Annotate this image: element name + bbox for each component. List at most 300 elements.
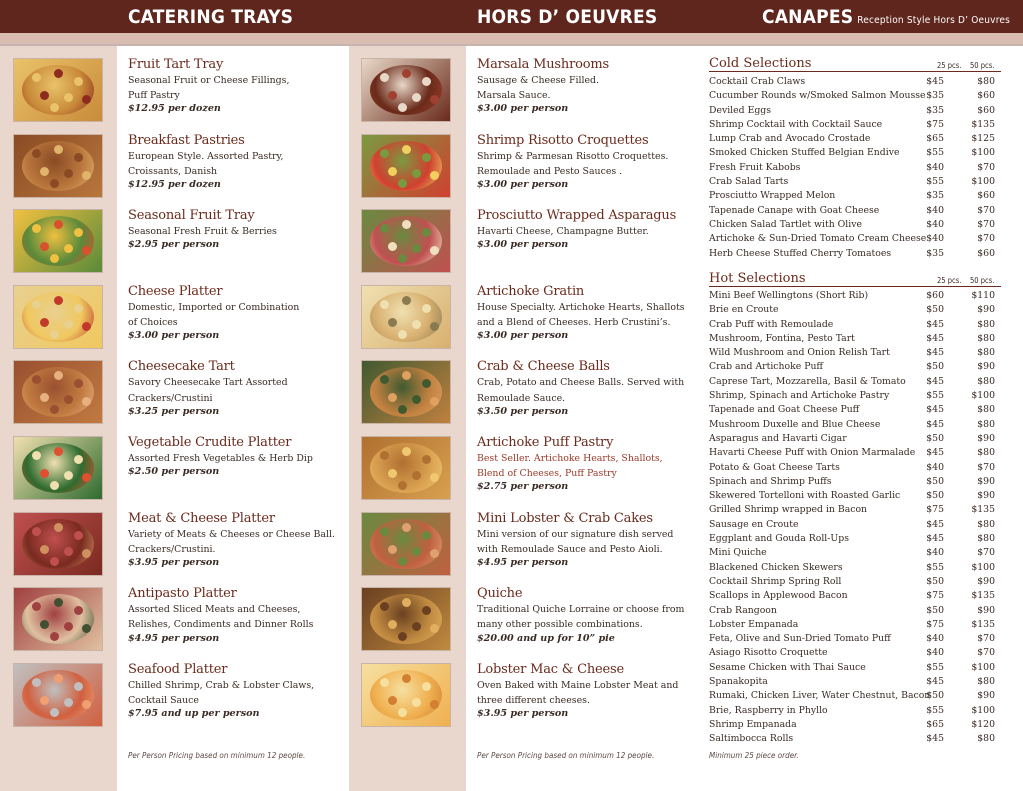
cold-col-50: 50 pcs.: [970, 61, 995, 70]
hot-selection-row: [709, 575, 995, 589]
food-garnish: [402, 69, 411, 78]
price-25-pcs: $55: [926, 704, 944, 716]
price-25-pcs: $40: [926, 547, 944, 559]
catering-item-5-photo: [13, 436, 103, 500]
menu-item-description: Remoulade Sauce.: [477, 392, 566, 404]
price-25-pcs: $50: [926, 361, 944, 373]
hot-selection-row: [709, 475, 995, 489]
price-50-pcs: $80: [977, 404, 995, 416]
price-25-pcs: $45: [926, 733, 944, 745]
price-25-pcs: $40: [926, 633, 944, 645]
food-garnish: [82, 397, 91, 406]
menu-item-name: Cheese Platter: [128, 283, 223, 299]
menu-item-description: Assorted Sliced Meats and Cheeses,: [128, 604, 301, 616]
food-garnish: [40, 318, 49, 327]
menu-item-description: Puff Pastry: [128, 90, 180, 102]
food-garnish: [54, 296, 63, 305]
price-25-pcs: $45: [926, 676, 944, 688]
food-garnish: [54, 523, 63, 532]
menu-item-description: Chilled Shrimp, Crab & Lobster Claws,: [128, 679, 315, 691]
food-garnish: [402, 447, 411, 456]
menu-item-price: $2.75 per person: [477, 481, 569, 493]
hot-selection-row: [709, 303, 995, 317]
menu-item-description: and a Blend of Cheeses. Herb Crustini’s.: [477, 317, 671, 328]
price-50-pcs: $80: [977, 518, 995, 530]
price-50-pcs: $100: [971, 176, 995, 188]
hot-selection-row: [709, 561, 995, 575]
price-50-pcs: $80: [977, 332, 995, 344]
price-25-pcs: $45: [926, 347, 944, 359]
selection-name: Brie en Croute: [709, 304, 779, 316]
menu-item-description: Crackers/Crustini.: [128, 543, 216, 555]
selection-name: Fresh Fruit Kabobs: [709, 161, 801, 173]
food-garnish: [380, 149, 389, 158]
price-25-pcs: $50: [926, 432, 944, 444]
menu-item-name: Mini Lobster & Crab Cakes: [477, 510, 653, 526]
food-garnish: [82, 473, 91, 482]
hot-selection-row: [709, 689, 995, 703]
price-25-pcs: $50: [926, 490, 944, 502]
price-25-pcs: $35: [926, 190, 944, 202]
menu-item-description: Seasonal Fresh Fruit & Berries: [128, 226, 277, 238]
selection-name: Lump Crab and Avocado Crostade: [709, 133, 871, 145]
cold-selection-row: [709, 75, 995, 89]
price-50-pcs: $90: [977, 304, 995, 316]
food-garnish: [50, 557, 59, 566]
hot-selection-row: [709, 618, 995, 632]
food-garnish: [402, 523, 411, 532]
food-garnish: [74, 304, 83, 313]
menu-item-description: Domestic, Imported or Combination: [128, 301, 300, 313]
cold-selection-row: [709, 189, 995, 203]
food-garnish: [64, 93, 73, 102]
menu-item-description: Traditional Quiche Lorraine or choose from: [477, 604, 685, 616]
selection-name: Mini Quiche: [709, 547, 767, 559]
hot-selection-row: [709, 346, 995, 360]
selection-name: Eggplant and Gouda Roll-Ups: [709, 533, 849, 545]
selection-name: Brie, Raspberry in Phyllo: [709, 704, 828, 716]
food-garnish: [412, 93, 421, 102]
selection-name: Blackened Chicken Skewers: [709, 561, 843, 573]
menu-item-description: House Specialty. Artichoke Hearts, Shallots: [477, 301, 685, 313]
menu-item-description: Sausage & Cheese Filled.: [477, 75, 599, 86]
cold-selection-row: [709, 132, 995, 146]
price-25-pcs: $50: [926, 475, 944, 487]
price-50-pcs: $80: [977, 418, 995, 430]
menu-item-price: $4.95 per person: [477, 557, 569, 568]
menu-item-price: $3.00 per person: [128, 330, 220, 342]
hors-item-1-photo: [361, 134, 451, 198]
price-50-pcs: $80: [977, 318, 995, 330]
hors-footnote: Per Person Pricing based on minimum 12 people.: [477, 751, 655, 760]
selection-name: Smoked Chicken Stuffed Belgian Endive: [709, 147, 900, 159]
food-garnish: [380, 73, 389, 82]
menu-item-name: Seafood Platter: [128, 661, 228, 677]
selection-name: Saltimbocca Rolls: [709, 733, 794, 745]
menu-item-name: Prosciutto Wrapped Asparagus: [477, 208, 677, 224]
selection-name: Cucumber Rounds w/Smoked Salmon Mousse: [709, 90, 926, 102]
food-garnish: [82, 322, 91, 331]
food-garnish: [430, 473, 439, 482]
hot-selection-row: [709, 318, 995, 332]
hot-selections-title: Hot Selections: [709, 271, 806, 286]
cold-rule: [709, 71, 1001, 72]
hot-selection-row: [709, 646, 995, 660]
food-garnish: [74, 77, 83, 86]
hot-selection-row: [709, 403, 995, 417]
food-garnish: [422, 531, 431, 540]
price-25-pcs: $45: [926, 533, 944, 545]
catering-item-0-photo: [13, 58, 103, 122]
selection-name: Feta, Olive and Sun-Dried Tomato Puff: [709, 633, 891, 645]
price-25-pcs: $45: [926, 332, 944, 344]
menu-item-description: Crackers/Crustini: [128, 392, 213, 404]
menu-item-price: $7.95 and up per person: [128, 708, 260, 720]
price-50-pcs: $135: [971, 504, 995, 516]
price-50-pcs: $80: [977, 676, 995, 688]
food-garnish: [40, 545, 49, 554]
price-25-pcs: $40: [926, 233, 944, 245]
cold-selections-list: [709, 75, 995, 261]
selection-name: Rumaki, Chicken Liver, Water Chestnut, Bacon: [709, 690, 931, 702]
cold-selection-row: [709, 204, 995, 218]
food-garnish: [412, 547, 421, 556]
menu-item-description: with Remoulade Sauce and Pesto Aioli.: [477, 543, 663, 555]
price-25-pcs: $45: [926, 318, 944, 330]
food-garnish: [422, 455, 431, 464]
price-50-pcs: $100: [971, 704, 995, 716]
menu-item-description: Mini version of our signature dish served: [477, 528, 674, 540]
menu-item-name: Lobster Mac & Cheese: [477, 661, 624, 677]
price-50-pcs: $90: [977, 475, 995, 487]
hot-selection-row: [709, 589, 995, 603]
price-50-pcs: $70: [977, 461, 995, 473]
selection-name: Grilled Shrimp wrapped in Bacon: [709, 504, 868, 516]
selection-name: Lobster Empanada: [709, 618, 799, 630]
selection-name: Mushroom Duxelle and Blue Cheese: [709, 418, 881, 430]
cold-selection-row: [709, 161, 995, 175]
price-50-pcs: $100: [971, 147, 995, 159]
catering-item-1-photo: [13, 134, 103, 198]
food-garnish: [64, 320, 73, 329]
food-garnish: [402, 145, 411, 154]
price-50-pcs: $80: [977, 375, 995, 387]
food-garnish: [82, 246, 91, 255]
price-25-pcs: $65: [926, 718, 944, 730]
food-garnish: [50, 481, 59, 490]
food-garnish: [412, 169, 421, 178]
price-25-pcs: $40: [926, 161, 944, 173]
food-garnish: [398, 330, 407, 339]
menu-item-description: Havarti Cheese, Champagne Butter.: [477, 226, 649, 238]
cold-selections-title: Cold Selections: [709, 56, 812, 71]
hors-item-2-photo: [361, 209, 451, 273]
hot-selection-row: [709, 718, 995, 732]
selection-name: Crab Rangoon: [709, 604, 777, 616]
hot-selection-row: [709, 675, 995, 689]
selection-name: Tapenade and Goat Cheese Puff: [709, 404, 860, 416]
hot-selection-row: [709, 732, 995, 746]
price-25-pcs: $35: [926, 247, 944, 259]
food-garnish: [54, 447, 63, 456]
cold-selection-row: [709, 175, 995, 189]
hot-selection-row: [709, 332, 995, 346]
food-garnish: [398, 557, 407, 566]
price-25-pcs: $50: [926, 575, 944, 587]
hors-doeuvres-heading: HORS D’ OEUVRES: [477, 6, 658, 28]
menu-item-price: $12.95 per dozen: [128, 179, 221, 190]
hors-item-6-photo: [361, 512, 451, 576]
food-garnish: [40, 696, 49, 705]
food-garnish: [398, 179, 407, 188]
menu-item-price: $3.00 per person: [477, 103, 569, 115]
selection-name: Tapenade Canape with Goat Cheese: [709, 204, 880, 216]
price-50-pcs: $125: [971, 133, 995, 145]
price-50-pcs: $90: [977, 604, 995, 616]
price-50-pcs: $70: [977, 161, 995, 173]
hot-selection-row: [709, 446, 995, 460]
food-garnish: [380, 451, 389, 460]
food-garnish: [412, 471, 421, 480]
food-garnish: [380, 678, 389, 687]
price-25-pcs: $45: [926, 518, 944, 530]
selection-name: Spinach and Shrimp Puffs: [709, 475, 832, 487]
menu-item-name: Shrimp Risotto Croquettes: [477, 132, 649, 148]
selection-name: Spanakopita: [709, 676, 768, 688]
food-garnish: [54, 674, 63, 683]
price-50-pcs: $70: [977, 633, 995, 645]
hors-item-3-photo: [361, 285, 451, 349]
hot-selection-row: [709, 461, 995, 475]
catering-trays-heading: CATERING TRAYS: [128, 6, 294, 28]
hot-rule: [709, 286, 1001, 287]
header-strip: [0, 33, 1023, 44]
hors-item-7-photo: [361, 587, 451, 651]
price-25-pcs: $55: [926, 561, 944, 573]
food-garnish: [430, 322, 439, 331]
price-25-pcs: $75: [926, 618, 944, 630]
food-garnish: [412, 698, 421, 707]
price-50-pcs: $60: [977, 190, 995, 202]
food-garnish: [32, 451, 41, 460]
menu-item-price: $3.50 per person: [477, 405, 569, 417]
food-garnish: [380, 527, 389, 536]
menu-item-name: Seasonal Fruit Tray: [128, 208, 255, 224]
food-garnish: [430, 246, 439, 255]
hot-selection-row: [709, 532, 995, 546]
selection-name: Asiago Risotto Croquette: [709, 647, 828, 659]
price-25-pcs: $45: [926, 447, 944, 459]
header-divider: [0, 44, 1023, 46]
selection-name: Prosciutto Wrapped Melon: [709, 190, 836, 202]
menu-item-description: Relishes, Condiments and Dinner Rolls: [128, 619, 314, 631]
price-25-pcs: $55: [926, 176, 944, 188]
price-25-pcs: $75: [926, 118, 944, 130]
food-garnish: [388, 318, 397, 327]
menu-item-description: European Style. Assorted Pastry,: [128, 150, 284, 162]
cold-selection-row: [709, 232, 995, 246]
menu-item-description: Remoulade and Pesto Sauces .: [477, 165, 623, 177]
selection-name: Crab Puff with Remoulade: [709, 318, 834, 330]
food-garnish: [50, 179, 59, 188]
price-25-pcs: $50: [926, 604, 944, 616]
food-garnish: [422, 304, 431, 313]
price-50-pcs: $80: [977, 733, 995, 745]
hot-col-50: 50 pcs.: [970, 276, 995, 285]
menu-item-price: $3.00 per person: [477, 179, 569, 190]
menu-item-description: of Choices: [128, 317, 178, 328]
price-50-pcs: $80: [977, 533, 995, 545]
food-garnish: [82, 95, 91, 104]
food-garnish: [430, 95, 439, 104]
menu-item-name: Cheesecake Tart: [128, 359, 235, 375]
food-garnish: [32, 527, 41, 536]
price-50-pcs: $60: [977, 104, 995, 116]
menu-item-price: $3.95 per person: [477, 708, 569, 720]
price-50-pcs: $90: [977, 361, 995, 373]
menu-item-description: Crab, Potato and Cheese Balls. Served with: [477, 377, 685, 389]
menu-item-price: $3.00 per person: [477, 330, 569, 342]
price-25-pcs: $45: [926, 418, 944, 430]
hot-selection-row: [709, 704, 995, 718]
price-25-pcs: $40: [926, 461, 944, 473]
selection-name: Skewered Tortelloni with Roasted Garlic: [709, 490, 901, 502]
price-50-pcs: $70: [977, 233, 995, 245]
food-garnish: [74, 455, 83, 464]
hors-item-4-photo: [361, 360, 451, 424]
food-garnish: [430, 624, 439, 633]
price-50-pcs: $135: [971, 590, 995, 602]
selection-name: Herb Cheese Stuffed Cherry Tomatoes: [709, 247, 892, 259]
food-garnish: [32, 300, 41, 309]
price-25-pcs: $35: [926, 104, 944, 116]
menu-item-name: Meat & Cheese Platter: [128, 510, 275, 526]
selection-name: Shrimp, Spinach and Artichoke Pastry: [709, 390, 890, 402]
price-50-pcs: $60: [977, 90, 995, 102]
food-garnish: [422, 682, 431, 691]
price-50-pcs: $100: [971, 390, 995, 402]
menu-item-name: Fruit Tart Tray: [128, 57, 224, 72]
selection-name: Shrimp Empanada: [709, 718, 797, 730]
food-garnish: [82, 549, 91, 558]
selection-name: Mini Beef Wellingtons (Short Rib): [709, 290, 869, 301]
hot-selections-list: [709, 289, 995, 747]
food-garnish: [74, 682, 83, 691]
food-garnish: [398, 103, 407, 112]
menu-item-description: Best Seller. Artichoke Hearts, Shallots,: [477, 453, 663, 464]
price-50-pcs: $135: [971, 118, 995, 130]
food-garnish: [50, 103, 59, 112]
food-garnish: [388, 469, 397, 478]
food-garnish: [422, 153, 431, 162]
menu-item-description: Croissants, Danish: [128, 165, 218, 177]
menu-item-description: Assorted Fresh Vegetables & Herb Dip: [128, 453, 313, 464]
price-25-pcs: $60: [926, 290, 944, 301]
price-50-pcs: $70: [977, 218, 995, 230]
food-garnish: [430, 700, 439, 709]
food-garnish: [82, 171, 91, 180]
selection-name: Chicken Salad Tartlet with Olive: [709, 218, 862, 230]
menu-item-name: Crab & Cheese Balls: [477, 359, 610, 375]
catering-item-3-photo: [13, 285, 103, 349]
food-garnish: [32, 73, 41, 82]
hot-selection-row: [709, 389, 995, 403]
food-garnish: [50, 708, 59, 717]
food-garnish: [398, 481, 407, 490]
selection-name: Shrimp Cocktail with Cocktail Sauce: [709, 118, 883, 130]
price-50-pcs: $90: [977, 575, 995, 587]
price-50-pcs: $80: [977, 447, 995, 459]
price-25-pcs: $40: [926, 647, 944, 659]
price-25-pcs: $45: [926, 76, 944, 87]
menu-item-description: Seasonal Fruit or Cheese Fillings,: [128, 75, 290, 86]
menu-item-price: $20.00 and up for 10” pie: [477, 632, 615, 644]
menu-item-price: $12.95 per dozen: [128, 103, 221, 115]
hot-selection-row: [709, 432, 995, 446]
hors-item-8-photo: [361, 663, 451, 727]
price-25-pcs: $75: [926, 504, 944, 516]
menu-item-price: $4.95 per person: [128, 632, 220, 644]
menu-item-price: $3.25 per person: [128, 405, 220, 417]
food-garnish: [40, 469, 49, 478]
menu-item-name: Breakfast Pastries: [128, 132, 245, 148]
price-50-pcs: $90: [977, 490, 995, 502]
food-garnish: [74, 531, 83, 540]
hot-selection-row: [709, 418, 995, 432]
price-25-pcs: $45: [926, 375, 944, 387]
food-garnish: [64, 169, 73, 178]
menu-item-name: Artichoke Gratin: [477, 283, 585, 299]
menu-item-description: Marsala Sauce.: [477, 90, 551, 102]
selection-name: Sausage en Croute: [709, 518, 799, 530]
price-50-pcs: $135: [971, 618, 995, 630]
menu-item-description: Variety of Meats & Cheeses or Cheese Ball.: [128, 528, 335, 540]
menu-item-description: Shrimp & Parmesan Risotto Croquettes.: [477, 150, 669, 162]
price-50-pcs: $60: [977, 247, 995, 259]
price-25-pcs: $55: [926, 390, 944, 402]
food-garnish: [54, 69, 63, 78]
canapes-footnote: Minimum 25 piece order.: [709, 751, 799, 760]
price-50-pcs: $120: [971, 718, 995, 730]
food-garnish: [40, 167, 49, 176]
food-garnish: [388, 91, 397, 100]
food-garnish: [430, 549, 439, 558]
menu-item-price: $3.00 per person: [477, 239, 569, 251]
catering-item-7-photo: [13, 587, 103, 651]
menu-item-name: Marsala Mushrooms: [477, 57, 609, 72]
catering-item-4-photo: [13, 360, 103, 424]
cold-selection-row: [709, 218, 995, 232]
price-25-pcs: $55: [926, 661, 944, 673]
selection-name: Crab and Artichoke Puff: [709, 361, 824, 373]
price-50-pcs: $90: [977, 690, 995, 702]
selection-name: Deviled Eggs: [709, 104, 772, 116]
food-garnish: [422, 77, 431, 86]
hot-selection-row: [709, 503, 995, 517]
selection-name: Caprese Tart, Mozzarella, Basil & Tomato: [709, 375, 906, 387]
selection-name: Artichoke & Sun-Dried Tomato Cream Cheese: [709, 233, 927, 245]
menu-item-description: many other possible combinations.: [477, 619, 643, 631]
catering-item-8-photo: [13, 663, 103, 727]
food-garnish: [40, 91, 49, 100]
price-50-pcs: $100: [971, 561, 995, 573]
selection-name: Sesame Chicken with Thai Sauce: [709, 661, 866, 673]
selection-name: Scallops in Applewood Bacon: [709, 590, 848, 602]
selection-name: Asparagus and Havarti Cigar: [709, 432, 847, 444]
menu-item-description: three different cheeses.: [477, 695, 590, 706]
price-50-pcs: $70: [977, 647, 995, 659]
canapes-subtitle: Reception Style Hors D’ Oeuvres: [857, 15, 1011, 26]
